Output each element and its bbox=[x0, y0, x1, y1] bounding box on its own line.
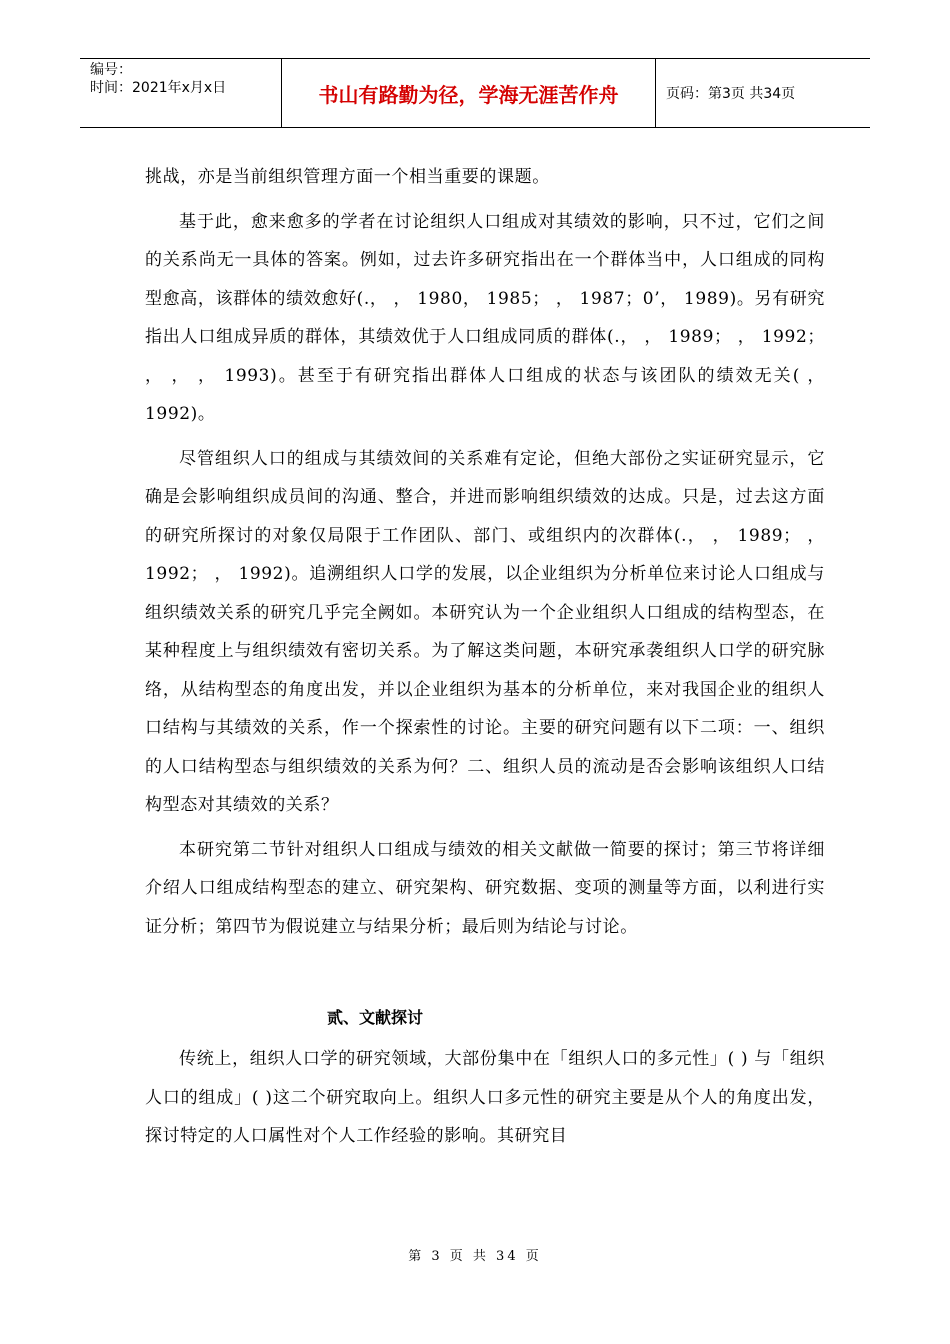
body-paragraph-1: 挑战，亦是当前组织管理方面一个相当重要的课题。 bbox=[145, 167, 550, 187]
section-paragraph: 传统上，组织人口学的研究领域，大部份集中在「组织人口的多元性」( ) 与「组织人口的组成」( )这二个研究取向上。组织人口多元性的研究主要是从个人的角度出发，探讨特定的人口属性对个人工作经验的影响。其研究目 bbox=[145, 1049, 825, 1146]
body-paragraph-4: 本研究第二节针对组织人口组成与绩效的相关文献做一简要的探讨；第三节将详细介绍人口组成结构型态的建立、研究架构、研究数据、变项的测量等方面，以利进行实证分析；第四节为假说建立与结果分析；最后则为结论与讨论。 bbox=[145, 839, 825, 937]
document-number-label: 编号： bbox=[90, 62, 132, 78]
document-body bbox=[145, 158, 825, 1156]
section-heading: 贰、文献探讨 bbox=[327, 1008, 424, 1027]
document-date: 时间：2021年x月x日 bbox=[90, 80, 227, 96]
page-header bbox=[80, 58, 870, 128]
header-page-info: 页码：第3页 共34页 bbox=[666, 86, 796, 102]
header-meta bbox=[80, 59, 282, 127]
body-paragraph-3: 尽管组织人口的组成与其绩效间的关系难有定论，但绝大部份之实证研究显示，它确是会影响组织成员间的沟通、整合，并进而影响组织绩效的达成。只是，过去这方面的研究所探讨的对象仅局限于工作团队、部门、或组织内的次群体(.， ， 1989； ， 1992； ， 1992)。追溯组织人口学的发展，以企业组织为分析单位来讨论人口组成与组织绩效关系的研究几乎完全阙如。本研究认为一个企业组织人口组成的结构型态，在某种程度上与组织绩效有密切关系。为了解这类问题，本研究承袭组织人口学的研究脉络，从结构型态的角度出发，并以企业组织为基本的分析单位，来对我国企业的组织人口结构与其绩效的关系，作一个探索性的讨论。主要的研究问题有以下二项：一、组织的人口结构型态与组织绩效的关系为何？二、组织人员的流动是否会影响该组织人口结构型态对其绩效的关系？ bbox=[145, 448, 825, 815]
page-footer: 第 3 页 共 34 页 bbox=[408, 1249, 542, 1264]
body-paragraph-2: 基于此，愈来愈多的学者在讨论组织人口组成对其绩效的影响，只不过，它们之间的关系尚无一具体的答案。例如，过去许多研究指出在一个群体当中，人口组成的同构型愈高，该群体的绩效愈好(.， ， 1980， 1985； ， 1987；0’， 1989)。另有研究指出人口组成异质的群体，其绩效优于人口组成同质的群体(.， ， 1989； ， 1992； ， ， ， 1993)。甚至于有研究指出群体人口组成的状态与该团队的绩效无关( ， 1992)。 bbox=[145, 211, 825, 424]
header-motto: 书山有路勤为径，学海无涯苦作舟 bbox=[282, 59, 656, 127]
